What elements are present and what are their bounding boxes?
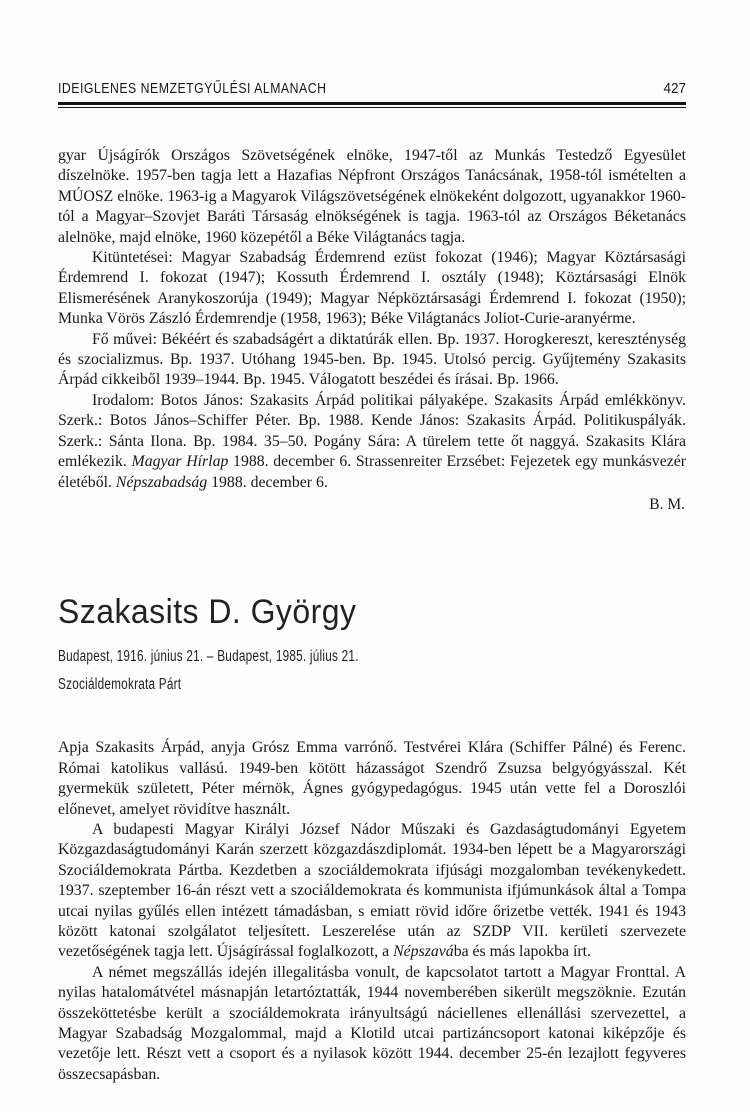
text-run: Irodalom: Botos János: Szakasits Árpád politikai pályaképe. Szakasits Árpád emlékkönyv. Szerk.: Botos János–Schiffer Péter. Bp. 1988. Kende János: Szakasits Árpád. Politikuspályák. Szerk.: Sánta Ilona. Bp. 1984. 35–50. Pogány Sára: A türelem tette őt naggyá. Szakasits Klára emlékezik. — [58, 391, 686, 471]
text-run: ba és más lapokba írt. — [453, 943, 591, 961]
entry-life-dates: Budapest, 1916. június 21. – Budapest, 1985. július 21. — [58, 648, 359, 666]
paragraph — [58, 330, 686, 391]
paragraph — [58, 248, 686, 330]
text-run: Apja Szakasits Árpád, anyja Grósz Emma varrónő. Testvérei Klára (Schiffer Pálné) és Ferenc. Római katolikus vallású. 1949-ben kötött házasságot Szendrő Zsuzsa belgyógyásszal. Két gyermekük született, Péter mérnök, Ágnes gyógypedagógus. 1945 után vette fel a Doroszlói előnevet, amelyet rövidítve használt. — [58, 739, 686, 818]
header-rule — [58, 102, 686, 108]
paragraph — [58, 391, 686, 493]
italic-title-text: Népszavá — [393, 943, 454, 961]
entry-party-affiliation: Szociáldemokrata Párt — [58, 676, 182, 694]
text-run: gyar Újságírók Országos Szövetségének elnöke, 1947-től az Munkás Testedző Egyesület díszelnöke. 1957-ben tagja lett a Hazafias Népfront Országos Tanácsának, 1958-tól ismételten a MÚOSZ elnöke. 1963-ig a Magyarok Világszövetségének elnökeként dolgozott, ugyanakkor 1960-tól a Magyar–Szovjet Baráti Társaság elnökségének is tagja. 1963-tól az Országos Béketanács alelnöke, majd elnöke, 1960 közepétől a Béke Világtanács tagja. — [58, 147, 686, 246]
entry-biography — [58, 738, 686, 1085]
running-header-title: IDEIGLENES NEMZETGYŰLÉSI ALMANACH — [58, 80, 327, 97]
running-header — [58, 0, 686, 97]
paragraph — [58, 820, 686, 963]
italic-title-text: Népszabadság — [115, 473, 208, 491]
italic-title-text: Magyar Hírlap — [131, 453, 229, 471]
paragraph — [58, 963, 686, 1085]
author-initials: B. M. — [649, 495, 685, 513]
rule-line-thin — [58, 107, 686, 108]
previous-entry-continuation — [58, 146, 686, 493]
text-run: Fő művei: Békéért és szabadságért a diktatúrák ellen. Bp. 1937. Horogkereszt, kereszténység és szocializmus. Bp. 1937. Utóhang 1945-ben. Bp. 1945. Utolsó percig. Gyűjtemény Szakasits Árpád cikkeiből 1939–1944. Bp. 1945. Válogatott beszédei és írásai. Bp. 1966. — [58, 330, 686, 389]
entry-name-heading: Szakasits D. György — [58, 593, 357, 632]
paragraph — [58, 146, 686, 248]
text-run: 1988. december 6. — [207, 473, 328, 491]
text-run: A német megszállás idején illegalitásba vonult, de kapcsolatot tartott a Magyar Fronttal. A nyilas hatalomátvétel másnapján letartóztatták, 1944 novemberében sikerült megszöknie. Ezután összeköttetésbe került a szociáldemokrata irányultságú náciellenes ellenállási szervezettel, a Magyar Szabadság Mozgalommal, majd a Klotild utcai partizáncsoport katonai kiképzője és vezetője lett. Részt vett a csoport és a nyilasok között 1944. december 25-én lezajlott fegyveres összecsapásban. — [58, 963, 686, 1083]
page-number: 427 — [663, 80, 686, 97]
text-run: 1988. december 6. Strassenreiter Erzsébet: Fejezetek egy munkásvezér életéből. — [58, 453, 687, 491]
paragraph — [58, 738, 686, 820]
rule-line-thick — [58, 102, 686, 105]
text-run: A budapesti Magyar Királyi József Nádor Műszaki és Gazdaságtudományi Egyetem Közgazdaságtudományi Karán szerzett közgazdászdiplomát. 1934-ben lépett be a Magyarországi Szociáldemokrata Pártba. Kezdetben a szociáldemokrata ifjúsági mozgalomban tevékenykedett. 1937. szeptember 16-án részt vett a szociáldemokrata és kommunista ifjúmunkások által a Tompa utcai nyilas gyűlés ellen intézett támadásban, s emiatt rövid időre őrizetbe vették. 1941 és 1943 között katonai szolgálatot teljesített. Leszerelése után az SZDP VII. kerületi szervezete vezetőségének tagja lett. Újságírással foglalkozott, a — [58, 820, 686, 961]
text-run: Kitüntetései: Magyar Szabadság Érdemrend ezüst fokozat (1946); Magyar Köztársasági Érdemrend I. fokozat (1947); Kossuth Érdemrend I. osztály (1948); Köztársasági Elnök Elismerésének Aranykoszorúja (1949); Magyar Népköztársasági Érdemrend I. fokozat (1950); Munka Vörös Zászló Érdemrendje (1958, 1963); Béke Világtanács Joliot-Curie-aranyérme. — [58, 249, 686, 328]
